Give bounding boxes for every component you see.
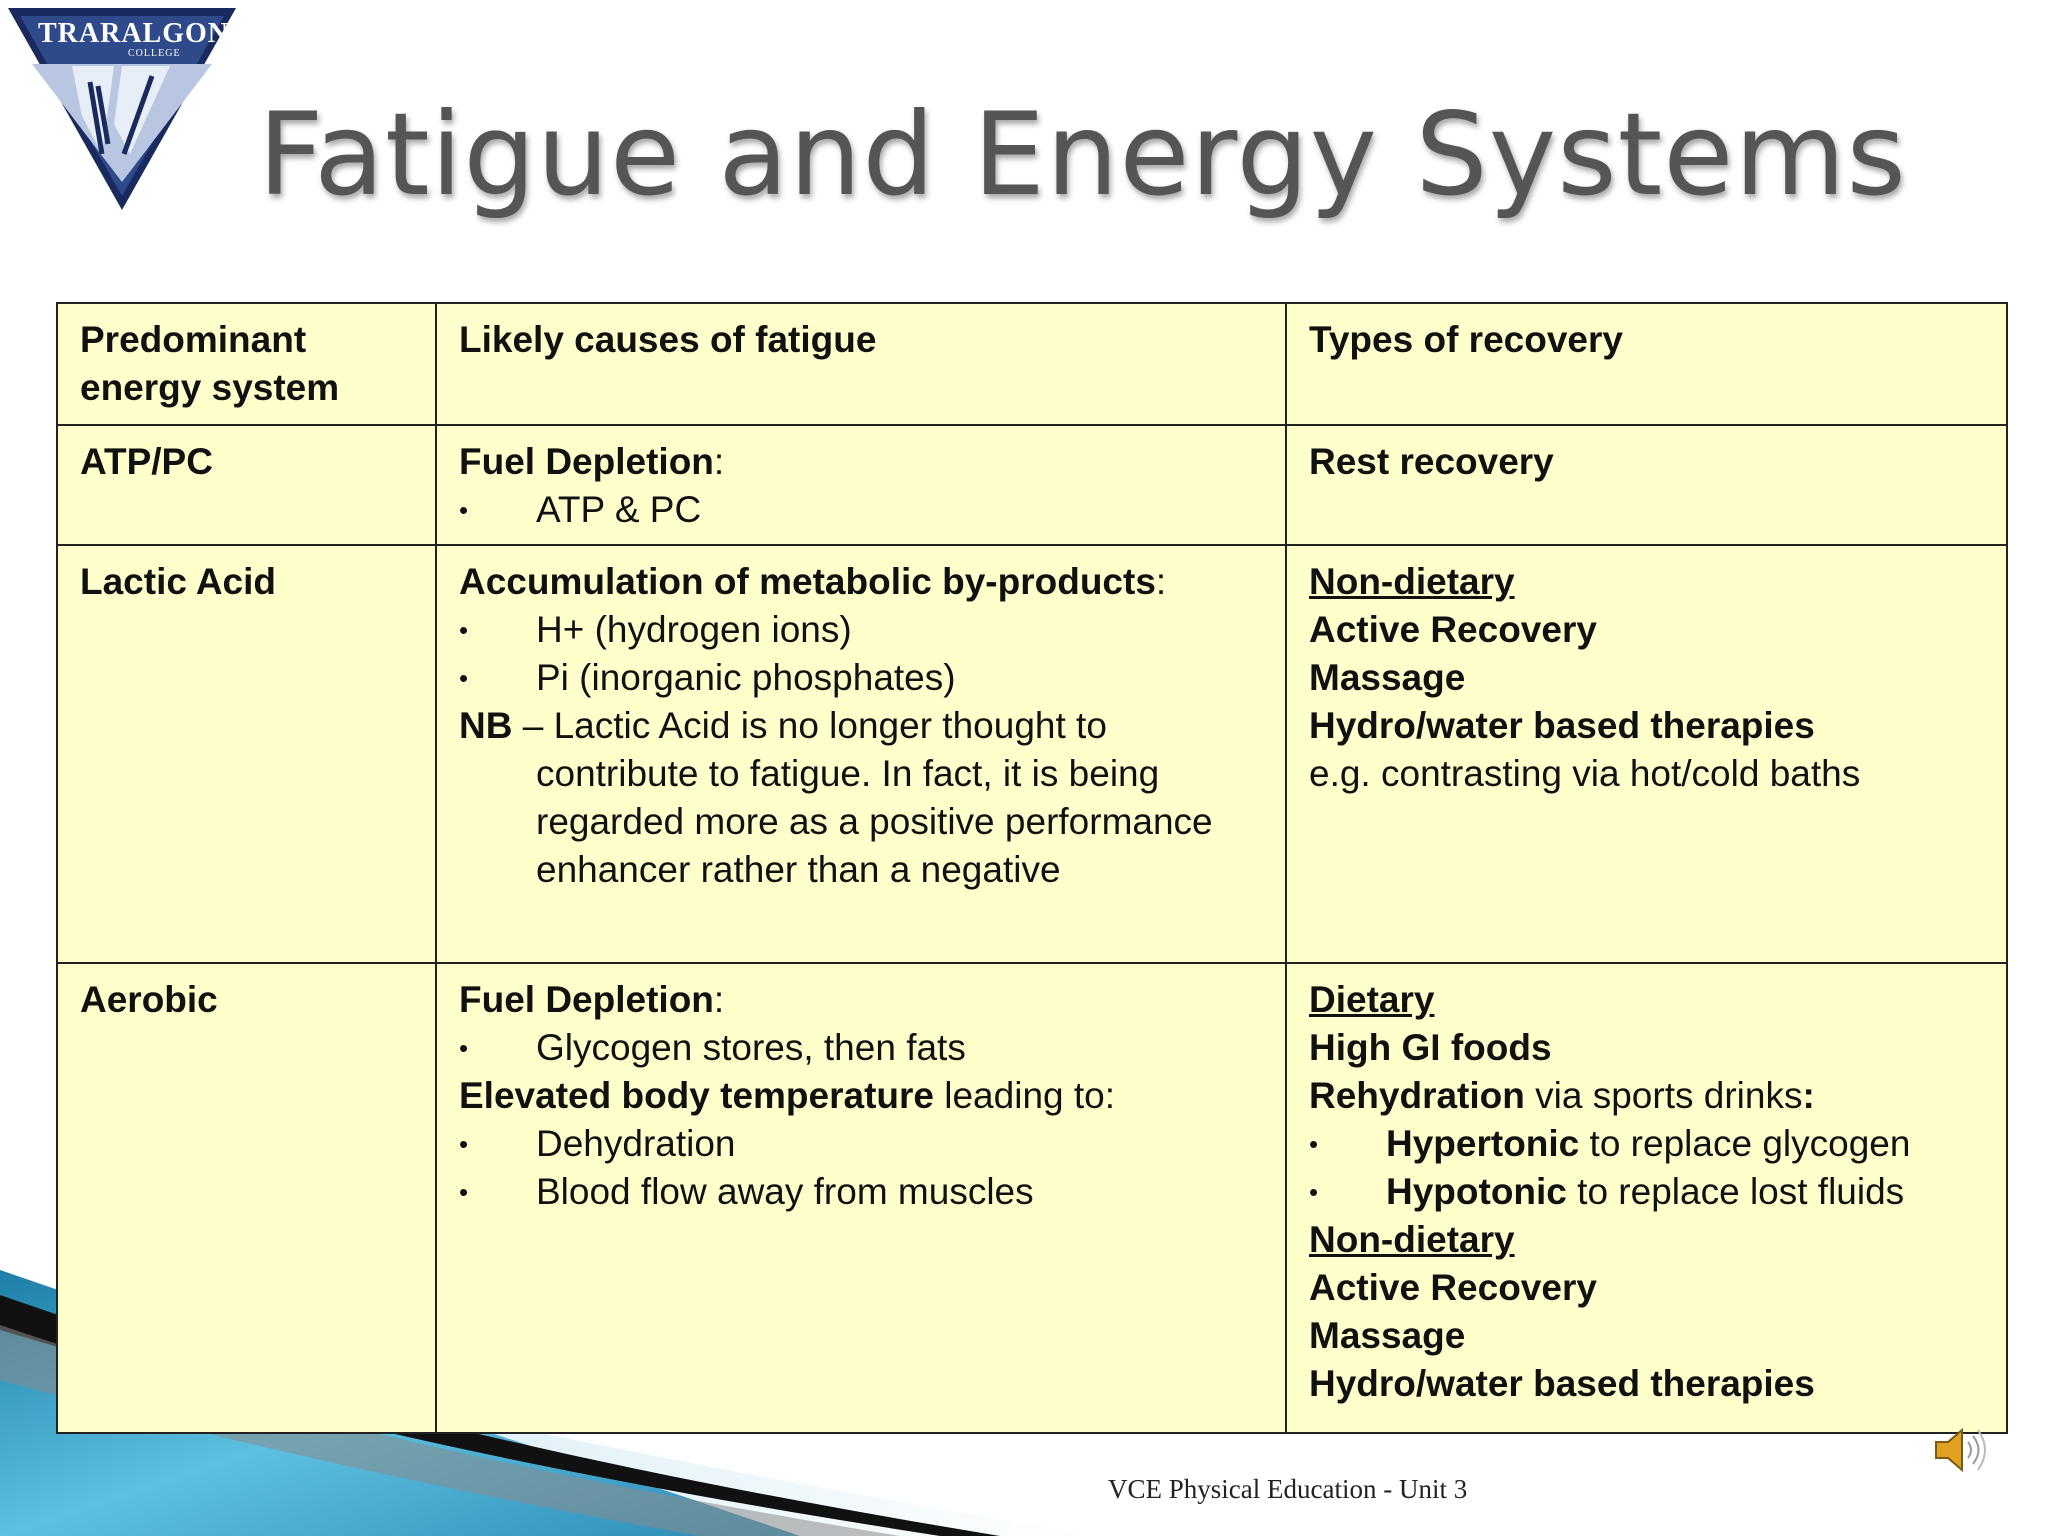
header-causes: Likely causes of fatigue [436,303,1286,425]
recovery-note: e.g. contrasting via hot/cold baths [1309,753,1861,794]
list-item: • ATP & PC [459,486,1265,534]
cell-recovery: Dietary High GI foods Rehydration via sports drinks: • Hypertonic to replace glycogen • Hypotonic to replace lost fluids Non-dietary Active Recovery Massage Hydro/water based therapies [1286,963,2007,1433]
cell-causes: Fuel Depletion: • ATP & PC [436,425,1286,545]
nb-continuation: contribute to fatigue. In fact, it is being [536,753,1160,794]
cause-heading-rest: leading to: [933,1075,1116,1116]
fatigue-table [56,302,2008,1434]
recovery-type: Non-dietary [1309,561,1515,602]
nb-continuation: regarded more as a positive performance [536,801,1213,842]
recovery-type: Dietary [1309,979,1435,1020]
list-item: • Dehydration [459,1120,1265,1168]
list-item: Massage [1309,1315,1466,1356]
list-item: • Blood flow away from muscles [459,1168,1265,1216]
cause-heading: Accumulation of metabolic by-products [459,561,1156,602]
rehydration-label: Rehydration [1309,1075,1525,1116]
page-title: Fatigue and Energy Systems [258,88,1907,221]
cause-heading: Elevated body temperature [459,1075,934,1116]
nb-note [459,702,1265,750]
cell-recovery: Rest recovery [1286,425,2007,545]
cause-heading: Fuel Depletion [459,979,714,1020]
cell-system: Lactic Acid [57,545,436,963]
table-header-row [57,303,2007,425]
rehydration-rest: via sports drinks [1524,1075,1803,1116]
header-energy-system: Predominant energy system [57,303,436,425]
list-item: Active Recovery [1309,609,1597,650]
list-item: • Pi (inorganic phosphates) [459,654,1265,702]
list-item: Hydro/water based therapies [1309,1363,1815,1404]
logo-subtitle: COLLEGE [128,48,181,59]
list-item: • H+ (hydrogen ions) [459,606,1265,654]
cell-system: ATP/PC [57,425,436,545]
list-item: Massage [1309,657,1466,698]
cell-causes: Accumulation of metabolic by-products: • H+ (hydrogen ions) • Pi (inorganic phosphates) NB – Lactic Acid is no longer thought to contribute to fatigue. In fact, it is being regarded more as a positive performance enhancer rather than a negative [436,545,1286,963]
cell-recovery [1286,545,2007,963]
table-row [57,545,2007,963]
table-row [57,963,2007,1433]
list-item: • Hypotonic to replace lost fluids [1309,1168,1986,1216]
slide-footer: VCE Physical Education - Unit 3 [1108,1474,1468,1504]
list-item: Active Recovery [1309,1267,1597,1308]
list-item: High GI foods [1309,1027,1552,1068]
header-recovery: Types of recovery [1286,303,2007,425]
nb-continuation: enhancer rather than a negative [536,849,1061,890]
college-logo [2,4,242,214]
logo-name: TRARALGON [38,18,230,49]
recovery-type: Non-dietary [1309,1219,1515,1260]
nb-label: NB [459,705,513,746]
table-row [57,425,2007,545]
list-item: Hydro/water based therapies [1309,705,1815,746]
cell-system: Aerobic [57,963,436,1433]
list-item: • Hypertonic to replace glycogen [1309,1120,1986,1168]
speaker-icon[interactable] [1930,1420,1990,1480]
nb-text: – Lactic Acid is no longer thought to [512,705,1107,746]
cell-causes: Fuel Depletion: • Glycogen stores, then fats Elevated body temperature leading to: • Dehydration • Blood flow away from muscles [436,963,1286,1433]
cause-heading: Fuel Depletion [459,441,714,482]
list-item: • Glycogen stores, then fats [459,1024,1265,1072]
